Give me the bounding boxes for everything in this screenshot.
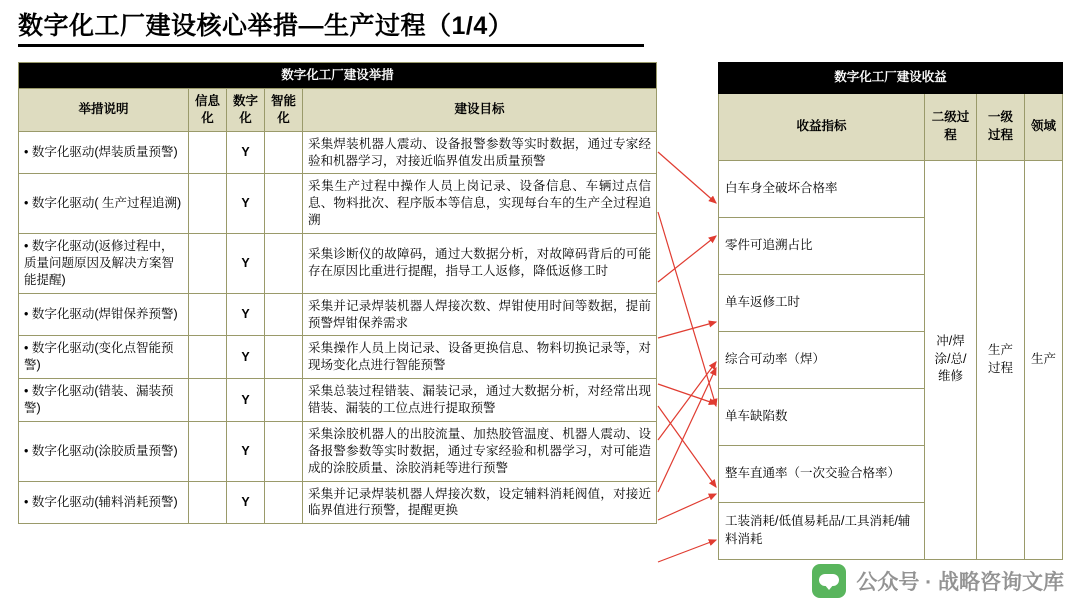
flag-intelligence — [265, 481, 303, 524]
flag-digitalization: Y — [227, 336, 265, 379]
flag-intelligence — [265, 131, 303, 174]
arrow-7 — [658, 362, 716, 440]
flag-digitalization: Y — [227, 174, 265, 234]
header-measure: 举措说明 — [19, 88, 189, 131]
leaf-logo-icon — [812, 564, 846, 598]
flag-informatization — [189, 336, 227, 379]
measure-goal: 采集诊断仪的故障码，通过大数据分析，对故障码背后的可能存在原因比重进行提醒，指导工人返修，降低返修工时 — [303, 234, 657, 294]
measures-table-header-row — [19, 88, 657, 131]
measure-goal: 采集焊装机器人震动、设备报警参数等实时数据，通过专家经验和机器学习，对接近临界值发出质量预警 — [303, 131, 657, 174]
benefit-indicator: 整车直通率（一次交验合格率） — [719, 445, 925, 502]
measure-goal: 采集生产过程中操作人员上岗记录、设备信息、车辆过点信息、物料批次、程序版本等信息，实现每台车的生产全过程追溯 — [303, 174, 657, 234]
measure-goal: 采集并记录焊装机器人焊接次数，设定辅料消耗阀值，对接近临界值进行预警，提醒更换 — [303, 481, 657, 524]
flag-intelligence — [265, 293, 303, 336]
measure-name: • 数字化驱动(错装、漏装预警) — [19, 379, 189, 422]
measure-goal: 采集操作人员上岗记录、设备更换信息、物料切换记录等，对现场变化点进行智能预警 — [303, 336, 657, 379]
table-row — [19, 131, 657, 174]
table-row — [19, 481, 657, 524]
arrow-8 — [658, 368, 716, 492]
watermark — [812, 564, 1064, 598]
flag-informatization — [189, 131, 227, 174]
table-row — [19, 174, 657, 234]
domain-value: 生产 — [1025, 160, 1063, 559]
benefit-indicator: 白车身全破坏合格率 — [719, 160, 925, 217]
table-row — [19, 336, 657, 379]
flag-digitalization: Y — [227, 481, 265, 524]
measure-goal: 采集并记录焊装机器人焊接次数、焊钳使用时间等数据，提前预警焊钳保养需求 — [303, 293, 657, 336]
first-level-process: 生产过程 — [977, 160, 1025, 559]
measure-name: • 数字化驱动(涂胶质量预警) — [19, 421, 189, 481]
table-row — [19, 293, 657, 336]
header-domain: 领域 — [1025, 93, 1063, 160]
flag-digitalization: Y — [227, 234, 265, 294]
flag-intelligence — [265, 336, 303, 379]
flag-informatization — [189, 421, 227, 481]
measures-table — [18, 62, 657, 524]
benefit-indicator: 零件可追溯占比 — [719, 217, 925, 274]
measure-name: • 数字化驱动(辅料消耗预警) — [19, 481, 189, 524]
measure-goal: 采集涂胶机器人的出胶流量、加热胶管温度、机器人震动、设备报警参数等实时数据，通过专家经验和机器学习，对可能造成的涂胶质量、涂胶消耗等进行预警 — [303, 421, 657, 481]
header-first-level: 一级过程 — [977, 93, 1025, 160]
benefit-indicator: 单车缺陷数 — [719, 388, 925, 445]
arrow-1 — [658, 152, 716, 203]
flag-informatization — [189, 174, 227, 234]
measure-name: • 数字化驱动(变化点智能预警) — [19, 336, 189, 379]
arrow-10 — [658, 540, 716, 562]
benefit-indicator: 单车返修工时 — [719, 274, 925, 331]
arrow-9 — [658, 494, 716, 520]
measures-table-band-row — [19, 63, 657, 89]
table-row — [19, 421, 657, 481]
flag-intelligence — [265, 421, 303, 481]
flag-digitalization: Y — [227, 379, 265, 422]
flag-digitalization: Y — [227, 293, 265, 336]
arrow-6 — [658, 406, 716, 487]
watermark-text: 公众号 · 战略咨询文库 — [856, 571, 1064, 594]
flag-informatization — [189, 293, 227, 336]
measure-name: • 数字化驱动(焊钳保养预警) — [19, 293, 189, 336]
flag-digitalization: Y — [227, 131, 265, 174]
benefits-table-header-row — [719, 93, 1063, 160]
header-intelligence: 智能化 — [265, 88, 303, 131]
benefits-table-band-title: 数字化工厂建设收益 — [719, 63, 1063, 94]
flag-intelligence — [265, 379, 303, 422]
benefit-indicator: 工装消耗/低值易耗品/工具消耗/辅料消耗 — [719, 502, 925, 559]
arrow-4 — [658, 322, 716, 338]
measure-name: • 数字化驱动( 生产过程追溯) — [19, 174, 189, 234]
header-indicator: 收益指标 — [719, 93, 925, 160]
benefits-table — [718, 62, 1063, 560]
flag-intelligence — [265, 174, 303, 234]
measure-name: • 数字化驱动(返修过程中，质量问题原因及解决方案智能提醒) — [19, 234, 189, 294]
table-row — [719, 160, 1063, 217]
measure-name: • 数字化驱动(焊装质量预警) — [19, 131, 189, 174]
benefit-indicator: 综合可动率（焊） — [719, 331, 925, 388]
flag-informatization — [189, 234, 227, 294]
flag-intelligence — [265, 234, 303, 294]
page-title: 数字化工厂建设核心举措—生产过程（1/4） — [18, 12, 514, 40]
measures-table-band-title: 数字化工厂建设举措 — [19, 63, 657, 89]
arrow-3 — [658, 236, 716, 282]
flag-digitalization: Y — [227, 421, 265, 481]
second-level-process: 冲/焊涂/总/维修 — [925, 160, 977, 559]
arrow-2 — [658, 212, 716, 406]
header-digitalization: 数字化 — [227, 88, 265, 131]
arrow-5 — [658, 384, 716, 404]
title-underline — [18, 44, 644, 47]
measure-goal: 采集总装过程错装、漏装记录，通过大数据分析，对经常出现错装、漏装的工位点进行提取预警 — [303, 379, 657, 422]
header-informatization: 信息化 — [189, 88, 227, 131]
flag-informatization — [189, 379, 227, 422]
header-second-level: 二级过程 — [925, 93, 977, 160]
benefits-table-band-row — [719, 63, 1063, 94]
flag-informatization — [189, 481, 227, 524]
table-row — [19, 234, 657, 294]
header-goal: 建设目标 — [303, 88, 657, 131]
table-row — [19, 379, 657, 422]
